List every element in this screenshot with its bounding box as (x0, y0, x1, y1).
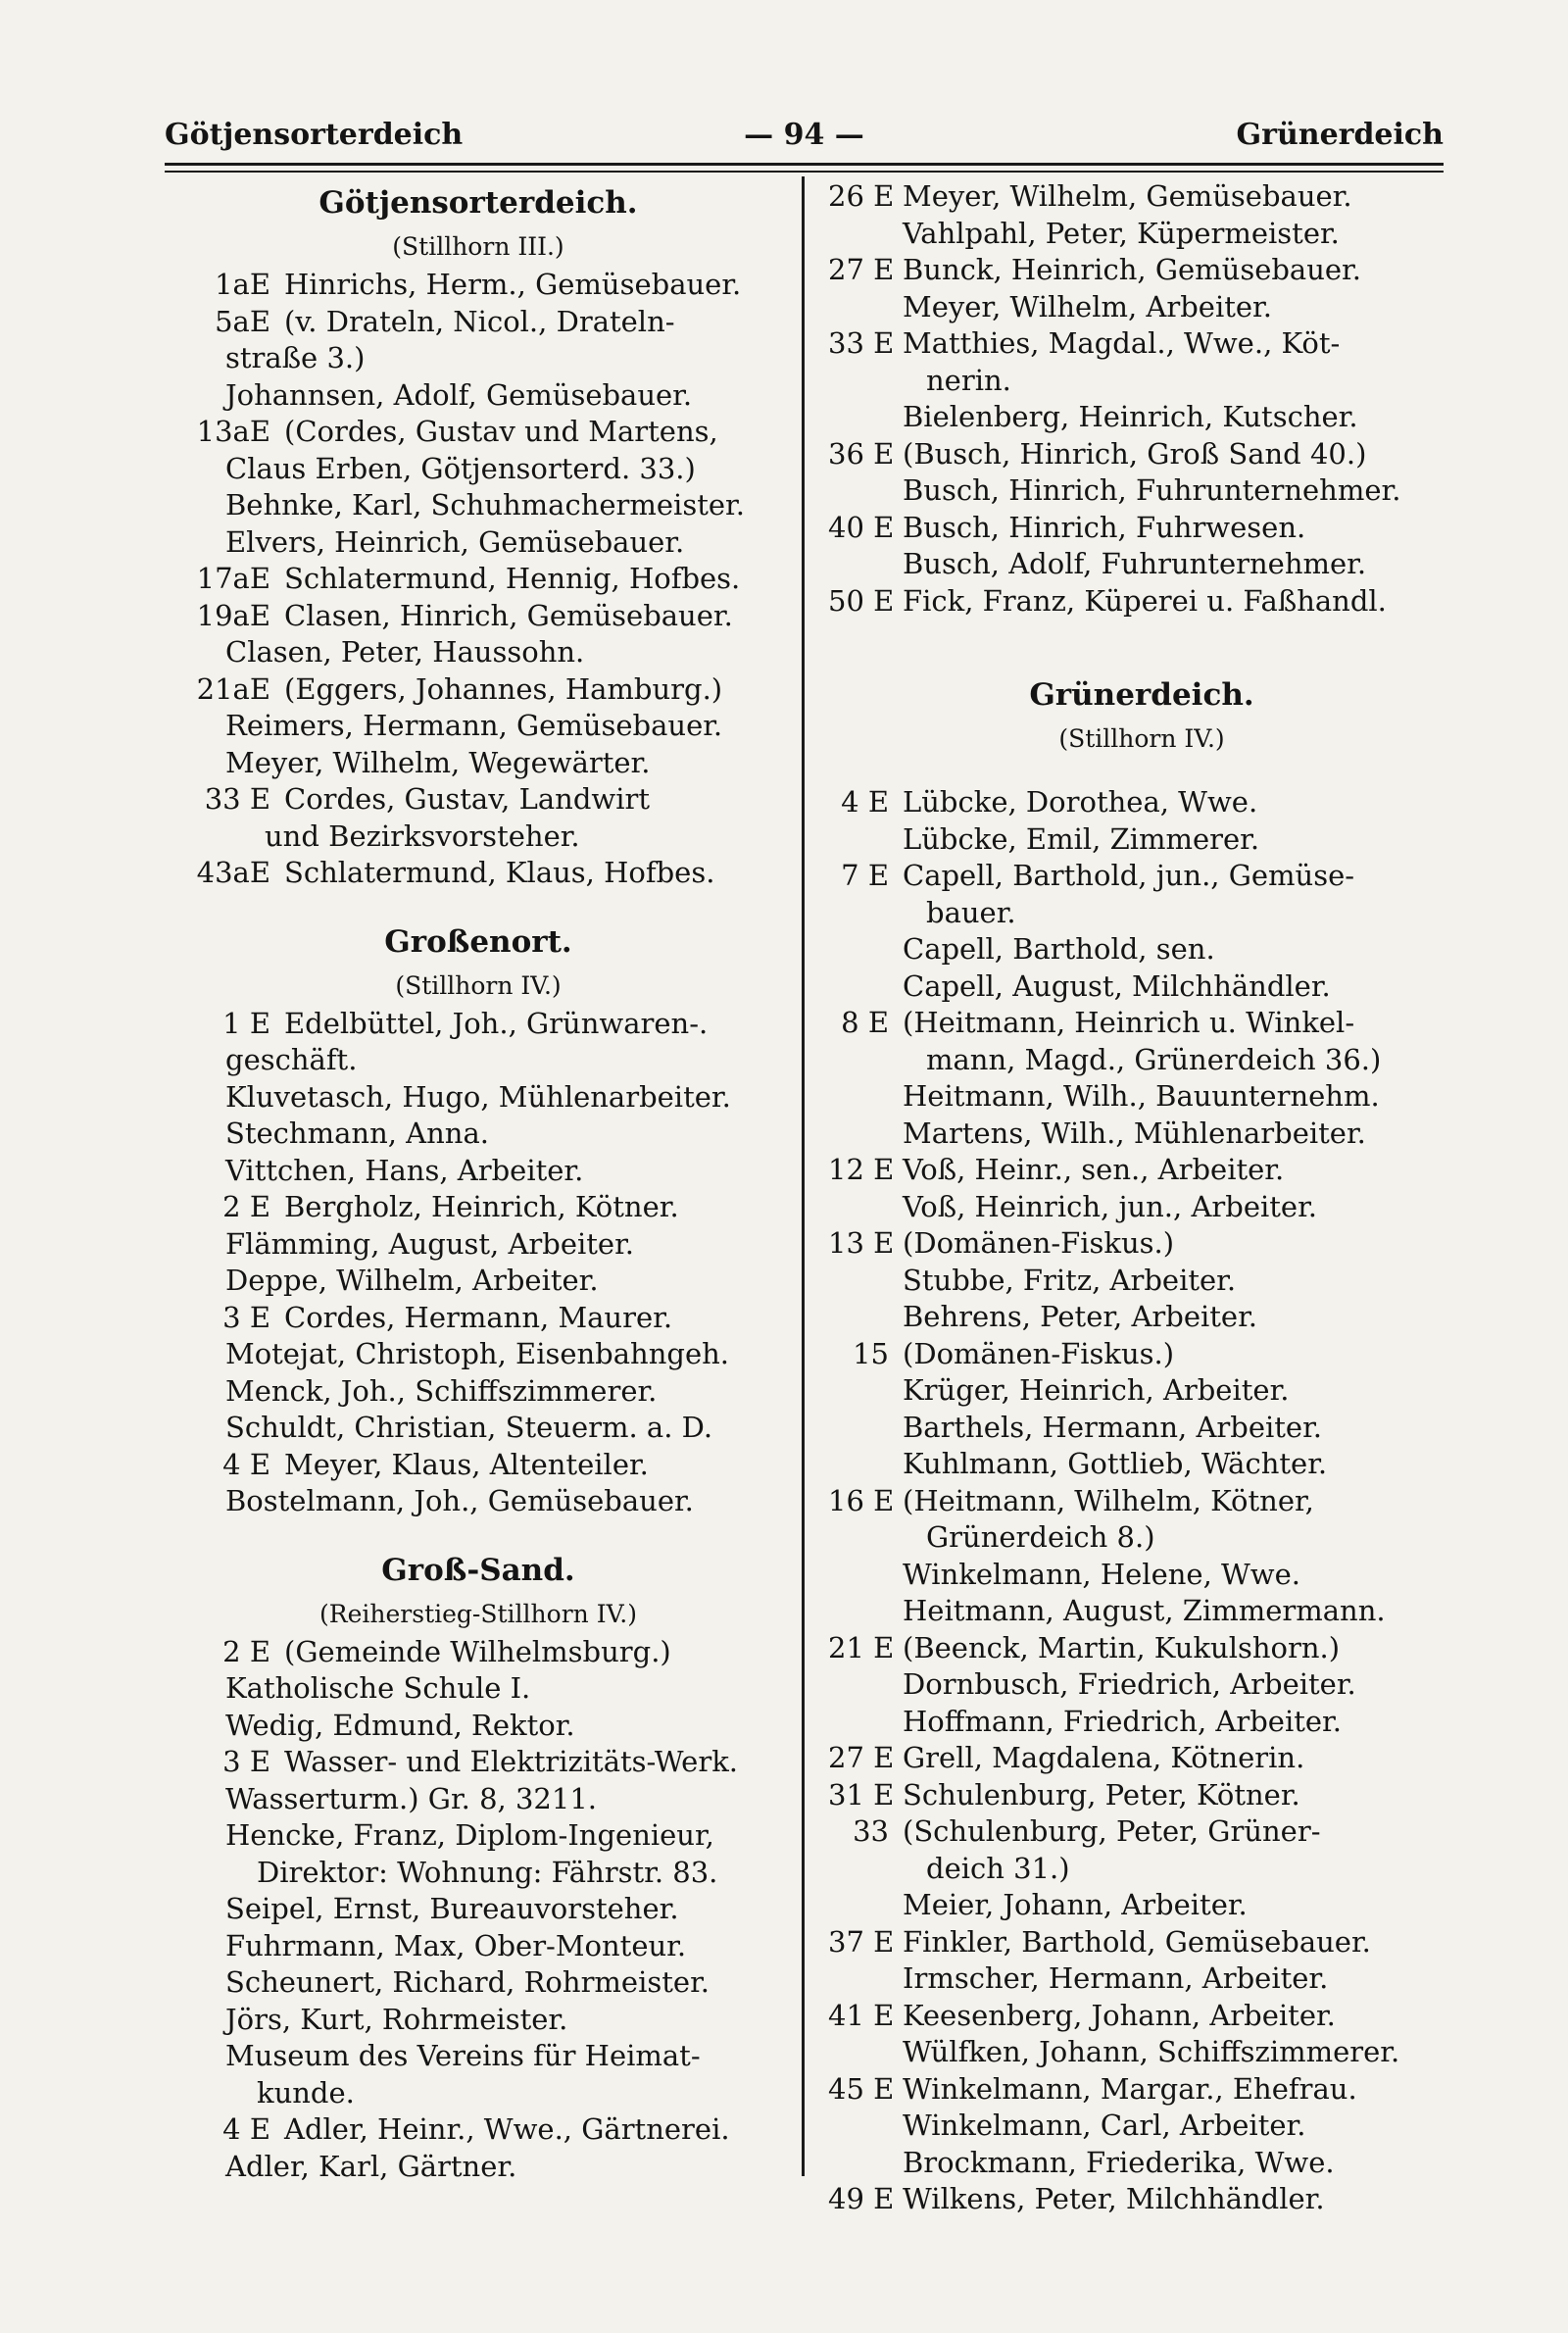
right-column (828, 178, 1455, 2218)
resident-text: (Beenck, Martin, Kukulshorn.) (903, 1630, 1341, 1664)
house-number: 1aE (215, 268, 270, 301)
header-right-street: Grünerdeich (1236, 118, 1444, 152)
resident-text: Bielenberg, Heinrich, Kutscher. (903, 400, 1358, 433)
directory-entry-line (828, 2145, 1455, 2182)
header-left-street: Götjensorterdeich (165, 118, 464, 152)
directory-entry-line (165, 1410, 792, 1447)
resident-text: Voß, Heinrich, jun., Arbeiter. (903, 1189, 1317, 1223)
house-number: 21 E (828, 1630, 895, 1664)
directory-entry-line (165, 451, 792, 488)
directory-entry-line (828, 1410, 1455, 1447)
resident-text: Capell, Barthold, sen. (903, 932, 1215, 966)
resident-text: Deppe, Wilhelm, Arbeiter. (225, 1264, 599, 1297)
resident-text: Schlatermund, Hennig, Hofbes. (284, 562, 741, 595)
section-spacer (165, 892, 792, 918)
directory-entry-line (828, 1851, 1455, 1888)
street-district: (Stillhorn IV.) (1058, 724, 1225, 753)
directory-entry-line (165, 1226, 792, 1264)
resident-text: Schlatermund, Klaus, Hofbes. (284, 856, 715, 889)
resident-text: Flämming, August, Arbeiter. (225, 1226, 634, 1261)
directory-entry-line (165, 1964, 792, 2002)
house-number: 7 E (841, 859, 889, 892)
resident-text: Direktor: Wohnung: Fährstr. 83. (257, 1855, 718, 1889)
resident-text: bauer. (926, 895, 1016, 929)
resident-text: Kuhlmann, Gottlieb, Wächter. (903, 1447, 1328, 1480)
directory-entry-line (165, 1079, 792, 1117)
resident-text: kunde. (257, 2075, 355, 2110)
directory-entry-line (828, 1924, 1455, 1961)
directory-entry-line (828, 1998, 1455, 2035)
resident-text: Barthels, Hermann, Arbeiter. (903, 1410, 1322, 1444)
resident-text: nerin. (926, 363, 1011, 397)
directory-entry-line (828, 1189, 1455, 1226)
house-number: 12 E (828, 1153, 895, 1186)
resident-text: Matthies, Magdal., Wwe., Köt- (903, 326, 1341, 360)
resident-text: Keesenberg, Johann, Arbeiter. (903, 1998, 1336, 2032)
directory-entry-line (828, 363, 1455, 400)
directory-entry-line (165, 819, 792, 856)
directory-entry-line (828, 931, 1455, 968)
directory-entry-line (828, 1813, 1455, 1851)
street-district: (Reiherstieg-Stillhorn IV.) (319, 1599, 637, 1628)
directory-entry-line (828, 1299, 1455, 1336)
directory-entry-line (165, 414, 792, 451)
directory-entry-line (165, 2002, 792, 2039)
directory-entry-line (828, 2108, 1455, 2145)
house-number: 33 E (204, 782, 270, 816)
resident-text: Edelbüttel, Joh., Grünwaren-. (284, 1006, 709, 1040)
resident-text: (v. Drateln, Nicol., Drateln- (284, 304, 675, 338)
directory-entry-line (165, 1042, 792, 1079)
directory-entry-line (828, 1557, 1455, 1594)
section-spacer (828, 645, 1455, 670)
directory-entry-line (165, 2111, 792, 2149)
street-district: (Stillhorn III.) (392, 232, 564, 261)
resident-text: Fick, Franz, Küperei u. Faßhandl. (903, 583, 1387, 618)
directory-entry-line (165, 1006, 792, 1043)
directory-entry-line (828, 1372, 1455, 1410)
resident-text: Clasen, Hinrich, Gemüsebauer. (284, 598, 733, 632)
resident-text: Capell, August, Milchhändler. (903, 968, 1331, 1003)
resident-text: Winkelmann, Margar., Ehefrau. (903, 2071, 1357, 2106)
resident-text: und Bezirksvorsteher. (265, 819, 580, 853)
resident-text: Adler, Heinr., Wwe., Gärtnerei. (284, 2112, 730, 2146)
directory-entry-line (828, 1961, 1455, 1998)
house-number: 33 E (828, 326, 895, 360)
directory-entry-line (165, 267, 792, 304)
resident-text: Claus Erben, Götjensorterd. 33.) (225, 451, 696, 485)
street-heading: Götjensorterdeich. (318, 185, 638, 221)
house-number: 17aE (196, 562, 270, 595)
resident-text: straße 3.) (225, 341, 366, 374)
house-number: 4 E (222, 1447, 270, 1481)
resident-text: Seipel, Ernst, Bureauvorsteher. (225, 1892, 679, 1925)
resident-text: Museum des Vereins für Heimat- (225, 2039, 701, 2072)
resident-text: Stubbe, Fritz, Arbeiter. (903, 1263, 1237, 1297)
directory-entry-line (165, 1670, 792, 1708)
directory-entry-line (828, 1042, 1455, 1079)
resident-text: Grell, Magdalena, Kötnerin. (903, 1741, 1305, 1774)
resident-text: (Cordes, Gustav und Martens, (284, 415, 718, 448)
directory-entry-line (165, 304, 792, 341)
directory-entry-line (828, 2181, 1455, 2218)
directory-entry-line (165, 377, 792, 415)
directory-entry-line (828, 2071, 1455, 2109)
resident-text: Heitmann, Wilh., Bauunternehm. (903, 1079, 1380, 1113)
house-number: 13aE (196, 415, 270, 448)
house-number: 4 E (222, 2112, 270, 2146)
directory-entry-line (828, 289, 1455, 326)
resident-text: (Domänen-Fiskus.) (903, 1336, 1175, 1370)
directory-entry-line (165, 1855, 792, 1892)
house-number: 27 E (828, 1741, 895, 1774)
directory-entry-line (828, 325, 1455, 363)
house-number: 27 E (828, 253, 895, 286)
resident-text: Reimers, Hermann, Gemüsebauer. (225, 709, 723, 742)
resident-text: Motejat, Christoph, Eisenbahngeh. (225, 1337, 730, 1370)
resident-text: Schuldt, Christian, Steuerm. a. D. (225, 1411, 713, 1444)
resident-text: mann, Magd., Grünerdeich 36.) (926, 1042, 1382, 1076)
directory-entry-line (165, 340, 792, 377)
resident-text: Winkelmann, Carl, Arbeiter. (903, 2109, 1306, 2142)
house-number: 2 E (222, 1190, 270, 1223)
directory-entry-line (165, 2149, 792, 2186)
resident-text: Voß, Heinr., sen., Arbeiter. (903, 1153, 1285, 1186)
house-number: 41 E (828, 1998, 895, 2032)
directory-entry-line (165, 1744, 792, 1781)
resident-text: Stechmann, Anna. (225, 1117, 489, 1150)
directory-entry-line (165, 2075, 792, 2112)
house-number: 1 E (222, 1006, 270, 1040)
resident-text: Menck, Joh., Schiffszimmerer. (225, 1373, 658, 1408)
resident-text: Cordes, Hermann, Maurer. (284, 1300, 673, 1334)
directory-entry-line (165, 1447, 792, 1484)
resident-text: Johannsen, Adolf, Gemüsebauer. (225, 377, 693, 412)
resident-text: (Gemeinde Wilhelmsburg.) (284, 1634, 671, 1668)
house-number: 4 E (841, 785, 889, 819)
directory-entry-line (165, 1928, 792, 1965)
directory-entry-line (828, 1005, 1455, 1042)
page-number: — 94 — (744, 118, 864, 152)
house-number: 50 E (828, 583, 895, 618)
resident-text: Vahlpahl, Peter, Küpermeister. (903, 216, 1340, 250)
directory-entry-line (828, 968, 1455, 1006)
resident-text: Finkler, Barthold, Gemüsebauer. (903, 1924, 1371, 1959)
directory-entry-line (165, 2038, 792, 2075)
resident-text: Busch, Hinrich, Fuhrwesen. (903, 510, 1306, 544)
resident-text: Schulenburg, Peter, Kötner. (903, 1777, 1300, 1812)
directory-entry-line (165, 708, 792, 745)
directory-entry-line (165, 598, 792, 635)
resident-text: Wülfken, Johann, Schiffszimmerer. (903, 2035, 1400, 2068)
resident-text: Behnke, Karl, Schuhmachermeister. (225, 488, 745, 521)
resident-text: Kluvetasch, Hugo, Mühlenarbeiter. (225, 1079, 731, 1114)
section-spacer (828, 759, 1455, 784)
house-number: 8 E (841, 1006, 889, 1039)
directory-entry-line (828, 1336, 1455, 1373)
resident-text: Krüger, Heinrich, Arbeiter. (903, 1373, 1290, 1407)
header-rule-thin (165, 171, 1444, 173)
directory-entry-line (165, 1483, 792, 1520)
directory-entry-line (828, 1704, 1455, 1741)
resident-text: Lübcke, Dorothea, Wwe. (903, 785, 1258, 819)
directory-entry-line (828, 546, 1455, 583)
resident-text: Capell, Barthold, jun., Gemüse- (903, 859, 1355, 892)
resident-text: Scheunert, Richard, Rohrmeister. (225, 1965, 710, 1999)
directory-entry-line (165, 855, 792, 892)
house-number: 15 (853, 1336, 889, 1370)
directory-entry-line (165, 781, 792, 819)
resident-text: deich 31.) (926, 1851, 1070, 1885)
resident-text: Bunck, Heinrich, Gemüsebauer. (903, 253, 1361, 286)
resident-text: Fuhrmann, Max, Ober-Monteur. (225, 1928, 687, 1962)
house-number: 33 (853, 1814, 889, 1848)
directory-entry-line (165, 1708, 792, 1745)
directory-entry-line (828, 1446, 1455, 1483)
page-header (165, 118, 1444, 167)
resident-text: Vittchen, Hans, Arbeiter. (225, 1153, 584, 1187)
directory-entry-line (828, 1630, 1455, 1667)
directory-entry-line (165, 1263, 792, 1300)
house-number: 3 E (222, 1745, 270, 1778)
resident-text: Meier, Johann, Arbeiter. (903, 1888, 1248, 1921)
resident-text: Busch, Adolf, Fuhrunternehmer. (903, 547, 1367, 580)
directory-entry-line (165, 634, 792, 671)
directory-entry-line (828, 216, 1455, 253)
resident-text: (Busch, Hinrich, Groß Sand 40.) (903, 436, 1367, 471)
resident-text: Elvers, Heinrich, Gemüsebauer. (225, 524, 685, 559)
street-heading: Groß-Sand. (381, 1552, 575, 1588)
resident-text: Hencke, Franz, Diplom-Ingenieur, (225, 1818, 714, 1852)
directory-entry-line (165, 1373, 792, 1411)
house-number: 36 E (828, 436, 895, 471)
directory-entry-line (165, 671, 792, 709)
directory-entry-line (165, 745, 792, 782)
directory-entry-line (165, 1781, 792, 1818)
directory-entry-line (165, 1817, 792, 1855)
house-number: 19aE (196, 598, 270, 632)
resident-text: Grünerdeich 8.) (926, 1520, 1155, 1554)
house-number: 21aE (196, 671, 270, 706)
house-number: 45 E (828, 2071, 895, 2106)
directory-entry-line (165, 1189, 792, 1226)
directory-entry-line (828, 1593, 1455, 1630)
resident-text: (Eggers, Johannes, Hamburg.) (284, 671, 723, 706)
resident-text: (Domänen-Fiskus.) (903, 1226, 1175, 1260)
column-divider (802, 176, 805, 2176)
street-district: (Stillhorn IV.) (395, 970, 562, 1000)
directory-entry-line (828, 510, 1455, 547)
resident-text: Lübcke, Emil, Zimmerer. (903, 821, 1260, 856)
directory-entry-line (828, 1777, 1455, 1814)
resident-text: Clasen, Peter, Haussohn. (225, 635, 585, 669)
directory-entry-line (165, 1336, 792, 1373)
resident-text: Martens, Wilh., Mühlenarbeiter. (903, 1116, 1366, 1150)
directory-entry-line (828, 399, 1455, 436)
resident-text: Brockmann, Friederika, Wwe. (903, 2145, 1335, 2179)
directory-entry-line (165, 1153, 792, 1190)
resident-text: Jörs, Kurt, Rohrmeister. (225, 2002, 568, 2036)
resident-text: Meyer, Klaus, Altenteiler. (284, 1447, 649, 1481)
directory-entry-line (165, 1300, 792, 1337)
resident-text: (Heitmann, Wilhelm, Kötner, (903, 1483, 1314, 1517)
resident-text: Wilkens, Peter, Milchhändler. (903, 2182, 1325, 2215)
resident-text: Bostelmann, Joh., Gemüsebauer. (225, 1484, 694, 1517)
house-number: 43aE (196, 856, 270, 889)
directory-entry-line (165, 487, 792, 524)
street-heading: Großenort. (384, 923, 572, 960)
house-number: 16 E (828, 1483, 895, 1517)
directory-entry-line (828, 252, 1455, 289)
directory-entry-line (828, 1116, 1455, 1153)
resident-text: Katholische Schule I. (225, 1671, 531, 1705)
resident-text: (Heitmann, Heinrich u. Winkel- (903, 1006, 1355, 1039)
directory-entry-line (828, 858, 1455, 895)
resident-text: Meyer, Wilhelm, Gemüsebauer. (903, 179, 1352, 213)
house-number: 31 E (828, 1777, 895, 1812)
directory-entry-line (828, 1666, 1455, 1704)
directory-entry-line (828, 1483, 1455, 1520)
directory-entry-line (828, 1887, 1455, 1924)
resident-text: Wasserturm.) Gr. 8, 3211. (225, 1781, 597, 1815)
resident-text: Cordes, Gustav, Landwirt (284, 782, 651, 816)
house-number: 5aE (215, 304, 270, 338)
directory-entry-line (828, 472, 1455, 510)
directory-entry-line (828, 1263, 1455, 1300)
directory-entry-line (828, 583, 1455, 620)
resident-text: Meyer, Wilhelm, Wegewärter. (225, 745, 651, 779)
house-number: 49 E (828, 2182, 895, 2215)
directory-entry-line (165, 561, 792, 598)
resident-text: Wasser- und Elektrizitäts-Werk. (284, 1745, 738, 1778)
resident-text: Winkelmann, Helene, Wwe. (903, 1557, 1301, 1591)
directory-entry-line (828, 1152, 1455, 1189)
directory-entry-line (828, 436, 1455, 473)
directory-entry-line (165, 1891, 792, 1928)
resident-text: Hinrichs, Herm., Gemüsebauer. (284, 268, 742, 301)
house-number: 37 E (828, 1924, 895, 1959)
directory-entry-line (828, 895, 1455, 932)
resident-text: Dornbusch, Friedrich, Arbeiter. (903, 1667, 1356, 1701)
directory-entry-line (165, 1116, 792, 1153)
section-spacer (165, 1520, 792, 1546)
directory-entry-line (828, 1740, 1455, 1777)
house-number: 13 E (828, 1226, 895, 1260)
resident-text: Wedig, Edmund, Rektor. (225, 1708, 575, 1742)
directory-entry-line (828, 784, 1455, 821)
directory-entry-line (828, 1078, 1455, 1116)
street-heading: Grünerdeich. (1029, 677, 1254, 713)
resident-text: Bergholz, Heinrich, Kötner. (284, 1190, 679, 1223)
house-number: 40 E (828, 510, 895, 544)
directory-entry-line (828, 2034, 1455, 2071)
resident-text: Irmscher, Hermann, Arbeiter. (903, 1961, 1329, 1995)
directory-entry-line (828, 821, 1455, 859)
directory-entry-line (828, 1519, 1455, 1557)
resident-text: Adler, Karl, Gärtner. (225, 2149, 517, 2183)
house-number: 26 E (828, 179, 895, 213)
resident-text: (Schulenburg, Peter, Grüner- (903, 1814, 1321, 1848)
house-number: 2 E (222, 1634, 270, 1668)
resident-text: Heitmann, August, Zimmermann. (903, 1594, 1386, 1627)
directory-entry-line (828, 178, 1455, 216)
resident-text: Hoffmann, Friedrich, Arbeiter. (903, 1704, 1342, 1738)
resident-text: Behrens, Peter, Arbeiter. (903, 1300, 1257, 1333)
directory-entry-line (828, 1225, 1455, 1263)
header-rule-thick (165, 163, 1444, 166)
resident-text: Meyer, Wilhelm, Arbeiter. (903, 289, 1272, 323)
left-column (165, 178, 792, 2185)
house-number: 3 E (222, 1300, 270, 1334)
section-spacer (828, 620, 1455, 645)
resident-text: Busch, Hinrich, Fuhrunternehmer. (903, 473, 1401, 507)
resident-text: geschäft. (225, 1043, 358, 1076)
directory-entry-line (165, 524, 792, 562)
directory-entry-line (165, 1634, 792, 1671)
